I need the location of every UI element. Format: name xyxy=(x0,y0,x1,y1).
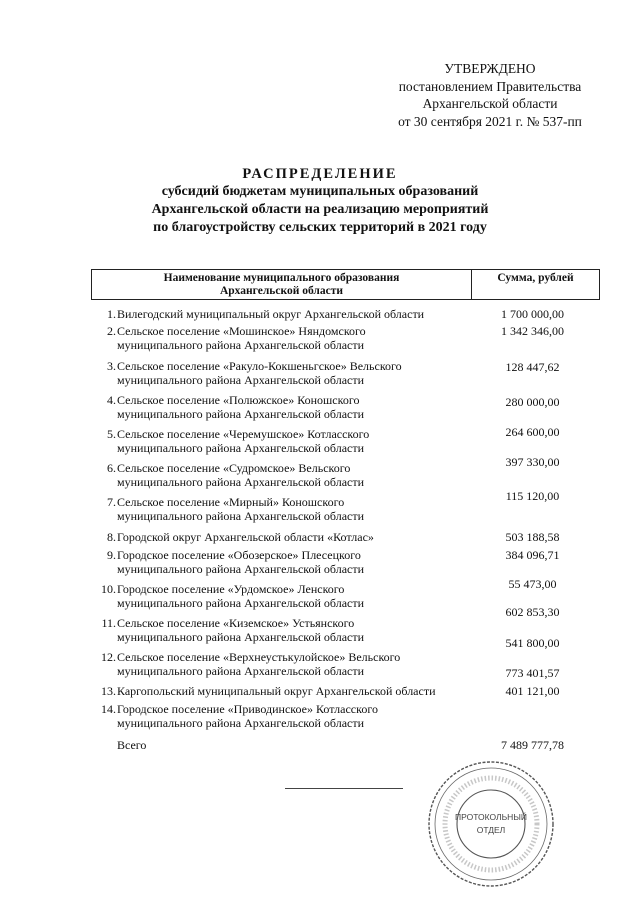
amount-cell: 1 700 000,00 xyxy=(501,307,564,321)
row-name-line-1: Городской округ Архангельской области «Котлас» xyxy=(117,530,374,544)
row-name xyxy=(117,650,477,678)
document-title xyxy=(100,165,540,237)
row-name-line-1: Городское поселение «Обозерское» Плесецкого xyxy=(117,548,361,562)
row-name-line-1: Сельское поселение «Верхнеустькулойское» Вельского xyxy=(117,650,401,664)
row-number: 13. xyxy=(101,684,116,698)
row-name-line-2: муниципального района Архангельской области xyxy=(117,562,365,576)
column-header-sum: Сумма, рублей xyxy=(497,272,574,284)
row-name xyxy=(117,684,477,698)
row-name-line-2: муниципального района Архангельской области xyxy=(117,716,365,730)
row-name xyxy=(117,702,477,730)
column-header-name xyxy=(92,270,472,299)
stamp-center-line-1: ПРОТОКОЛЬНЫЙ xyxy=(455,812,527,822)
row-number: 2. xyxy=(107,324,116,338)
amount-cell: 602 853,30 xyxy=(505,605,560,619)
amount-cell: 384 096,71 xyxy=(505,548,560,562)
row-number: 14. xyxy=(101,702,116,716)
row-number: 12. xyxy=(101,650,116,664)
row-name-line-2: муниципального района Архангельской области xyxy=(117,664,365,678)
row-number: 1. xyxy=(107,307,116,321)
row-name-line-2: муниципального района Архангельской области xyxy=(117,373,365,387)
total-value: 7 489 777,78 xyxy=(501,738,564,752)
row-name xyxy=(117,530,477,544)
row-name-line-1: Сельское поселение «Киземское» Устьянского xyxy=(117,616,355,630)
row-name xyxy=(117,324,477,352)
row-name xyxy=(117,461,477,489)
amount-cell: 128 447,62 xyxy=(505,360,560,374)
stamp-center-line-2: ОТДЕЛ xyxy=(476,825,506,835)
row-name-line-2: муниципального района Архангельской области xyxy=(117,630,365,644)
row-name-line-2: муниципального района Архангельской области xyxy=(117,509,365,523)
amount-cell: 115 120,00 xyxy=(505,489,560,503)
row-name xyxy=(117,495,477,523)
row-name-line-1: Вилегодский муниципальный округ Архангельской области xyxy=(117,307,425,321)
row-number: 9. xyxy=(107,548,116,562)
amount-cell: 55 473,00 xyxy=(508,577,557,591)
approval-block xyxy=(360,60,620,130)
amount-cell: 264 600,00 xyxy=(505,425,560,439)
row-name xyxy=(117,582,477,610)
row-number: 8. xyxy=(107,530,116,544)
row-name-line-2: муниципального района Архангельской области xyxy=(117,407,365,421)
title-line-2: Архангельской области на реализацию мероприятий xyxy=(151,202,489,217)
row-name xyxy=(117,548,477,576)
row-name xyxy=(117,616,477,644)
approval-line-1: УТВЕРЖДЕНО xyxy=(444,61,536,76)
row-name-line-1: Сельское поселение «Мирный» Коношского xyxy=(117,495,345,509)
row-name-line-1: Сельское поселение «Черемушское» Котласского xyxy=(117,427,370,441)
amount-cell: 541 800,00 xyxy=(505,636,560,650)
approval-line-3: Архангельской области xyxy=(422,96,558,111)
row-number: 10. xyxy=(101,582,116,596)
amount-cell: 280 000,00 xyxy=(505,395,560,409)
row-number: 4. xyxy=(107,393,116,407)
row-name-line-2: муниципального района Архангельской области xyxy=(117,338,365,352)
row-name-line-1: Городское поселение «Урдомское» Ленского xyxy=(117,582,345,596)
table-header xyxy=(91,269,600,300)
approval-line-2: постановлением Правительства xyxy=(398,78,582,94)
title-line-1: субсидий бюджетам муниципальных образований xyxy=(161,184,479,199)
amount-cell: 401 121,00 xyxy=(505,684,560,698)
row-name-line-2: муниципального района Архангельской области xyxy=(117,596,365,610)
row-name-line-2: муниципального района Архангельской области xyxy=(117,441,365,455)
amount-cell: 1 342 346,00 xyxy=(501,324,564,338)
column-header-name-line-2: Архангельской области xyxy=(219,285,343,297)
amount-cell: 773 401,57 xyxy=(505,666,560,680)
row-name-line-1: Городское поселение «Приводинское» Котласского xyxy=(117,702,378,716)
row-name-line-2: муниципального района Архангельской области xyxy=(117,475,365,489)
row-name xyxy=(117,359,477,387)
row-name-line-1: Сельское поселение «Полюжское» Коношского xyxy=(117,393,360,407)
row-name xyxy=(117,427,477,455)
row-number: 7. xyxy=(107,495,116,509)
title-heading: РАСПРЕДЕЛЕНИЕ xyxy=(242,166,398,182)
total-label: Всего xyxy=(117,738,147,752)
row-name-line-1: Сельское поселение «Ракуло-Кокшеньгское» Вельского xyxy=(117,359,402,373)
row-name-line-1: Сельское поселение «Судромское» Вельского xyxy=(117,461,351,475)
amount-cell: 397 330,00 xyxy=(505,455,560,469)
column-header-name-line-1: Наименование муниципального образования xyxy=(163,272,400,284)
official-stamp xyxy=(425,758,557,890)
row-number: 11. xyxy=(101,616,116,630)
approval-line-4: от 30 сентября 2021 г. № 537-пп xyxy=(398,113,582,129)
row-number: 5. xyxy=(107,427,116,441)
row-name xyxy=(117,393,477,421)
signature-line xyxy=(285,788,403,789)
amount-cell: 503 188,58 xyxy=(505,530,560,544)
row-name-line-1: Сельское поселение «Мошинское» Няндомского xyxy=(117,324,366,338)
row-number: 6. xyxy=(107,461,116,475)
row-name xyxy=(117,307,477,321)
row-number: 3. xyxy=(107,359,116,373)
row-name-line-1: Каргопольский муниципальный округ Архангельской области xyxy=(117,684,436,698)
title-line-3: по благоустройству сельских территорий в 2021 году xyxy=(153,220,487,235)
